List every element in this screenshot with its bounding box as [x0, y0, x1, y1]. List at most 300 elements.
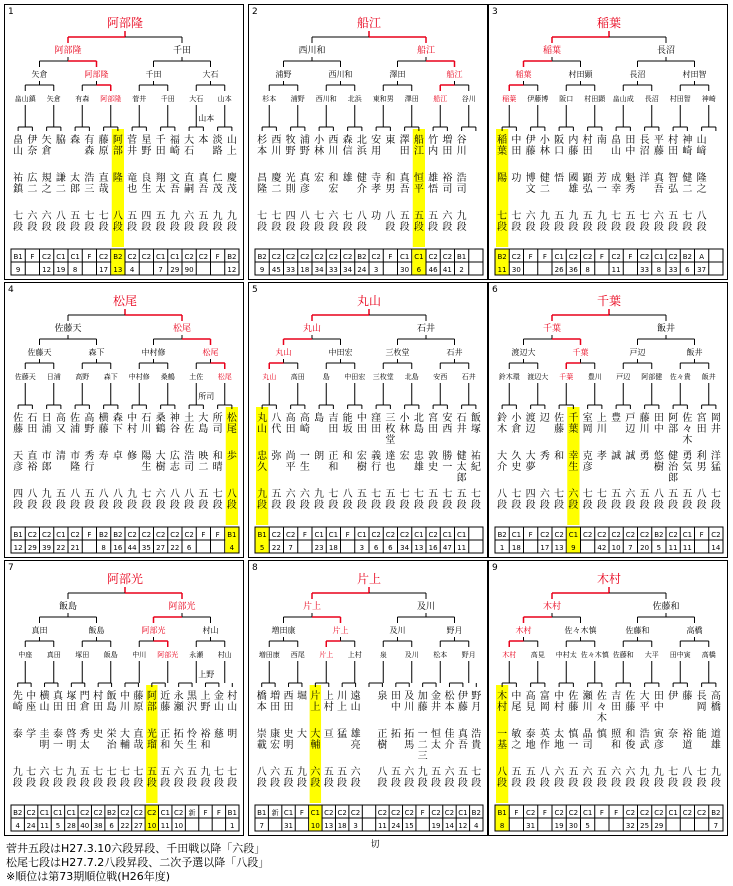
svg-text:松: 松: [444, 691, 455, 702]
player-given-name: [84, 171, 94, 195]
svg-text:明: 明: [283, 740, 294, 751]
player-order: 2: [459, 266, 464, 274]
player-given-name: [568, 172, 578, 195]
svg-text:八: 八: [271, 413, 282, 424]
player-given-name: [174, 727, 184, 751]
player-given-name: [284, 727, 294, 751]
player-surname: [337, 690, 347, 713]
svg-text:七: 七: [141, 489, 152, 500]
player-surname: [147, 690, 157, 713]
player-column: [156, 134, 166, 233]
player-rank: [314, 487, 324, 511]
player-surname: [457, 412, 467, 435]
player-column: [400, 134, 411, 233]
svg-text:月: 月: [471, 702, 482, 713]
svg-text:段: 段: [84, 222, 95, 233]
svg-text:五: 五: [611, 489, 622, 500]
r1-player: 東和男: [372, 95, 394, 103]
player-column: [257, 689, 267, 789]
r2-player: 大石: [202, 70, 219, 79]
svg-text:段: 段: [127, 500, 138, 511]
r1-player: 石井: [461, 373, 476, 381]
player-rank: [147, 766, 157, 789]
player-given-name: [697, 449, 707, 473]
player-given-name: [568, 727, 579, 751]
svg-text:克: 克: [582, 451, 593, 462]
svg-text:段: 段: [404, 778, 415, 789]
player-rank: [27, 489, 37, 511]
player-surname: [711, 412, 721, 435]
player-class: C2: [271, 253, 282, 261]
svg-text:段: 段: [568, 500, 579, 511]
svg-text:四: 四: [525, 489, 536, 500]
svg-text:段: 段: [431, 778, 442, 789]
player-given-name: [227, 728, 237, 740]
player-rank: [654, 765, 664, 789]
player-given-name: [314, 449, 324, 462]
player-given-name: [458, 727, 469, 751]
player-surname: [597, 133, 607, 146]
player-surname: [343, 411, 353, 435]
svg-text:七: 七: [682, 211, 693, 222]
player-order: 13: [113, 266, 123, 274]
qf-player: 石井: [416, 324, 436, 334]
svg-text:小: 小: [399, 413, 410, 424]
player-surname: [697, 411, 707, 435]
svg-text:載: 載: [256, 740, 267, 751]
svg-text:近: 近: [160, 691, 171, 702]
player-class: C2: [80, 809, 90, 817]
player-rank: [84, 209, 94, 233]
svg-text:段: 段: [98, 222, 109, 233]
svg-text:六: 六: [173, 767, 184, 778]
player-rank: [583, 210, 593, 233]
svg-text:段: 段: [456, 500, 467, 511]
player-class: F: [599, 253, 604, 261]
player-order: 18: [511, 544, 521, 552]
svg-text:段: 段: [27, 222, 38, 233]
player-rank: [404, 766, 415, 789]
player-class: C2: [554, 809, 564, 817]
player-rank: [654, 210, 665, 233]
svg-text:奈: 奈: [27, 146, 38, 157]
svg-text:七: 七: [696, 767, 707, 778]
svg-text:日: 日: [41, 413, 52, 424]
player-class: B2: [257, 253, 267, 261]
svg-text:段: 段: [511, 778, 522, 789]
player-column: [611, 133, 621, 233]
r1-player: 土佐: [189, 373, 204, 381]
player-rank: [511, 766, 521, 789]
svg-text:倉: 倉: [79, 702, 90, 713]
svg-text:佐: 佐: [596, 691, 607, 702]
player-rank: [113, 211, 123, 233]
panel-number: 1: [8, 7, 14, 17]
r2-player: 西川和: [328, 70, 353, 79]
player-order: 12: [13, 544, 23, 552]
player-given-name: [385, 172, 395, 195]
player-rank: [13, 488, 23, 511]
grade-table: [11, 805, 239, 831]
svg-text:段: 段: [198, 500, 209, 511]
svg-text:段: 段: [611, 222, 622, 233]
svg-text:宏: 宏: [270, 740, 281, 751]
player-class: C1: [155, 253, 166, 261]
svg-text:七: 七: [442, 489, 453, 500]
player-column: [428, 411, 438, 511]
player-surname: [668, 412, 678, 435]
player-class: C2: [568, 809, 579, 817]
svg-text:崎: 崎: [169, 146, 180, 157]
svg-text:久: 久: [511, 451, 522, 462]
champion-name: 阿部光: [106, 572, 144, 586]
qf-player: 船江: [416, 46, 436, 56]
svg-text:和: 和: [328, 173, 339, 184]
player-rank: [343, 489, 353, 511]
svg-text:段: 段: [227, 778, 238, 789]
svg-text:谷: 谷: [169, 424, 180, 435]
player-given-name: [554, 450, 564, 462]
player-column: [310, 689, 321, 789]
svg-text:八: 八: [55, 211, 66, 222]
player-class: C1: [283, 809, 294, 817]
r1-player: 佐藤天: [14, 373, 36, 381]
svg-text:八: 八: [226, 489, 237, 500]
r1-player: 山本: [217, 95, 232, 103]
player-surname: [418, 689, 428, 713]
svg-text:飯: 飯: [470, 413, 481, 424]
svg-text:段: 段: [52, 778, 63, 789]
player-column: [53, 689, 64, 789]
svg-text:七: 七: [399, 489, 410, 500]
bracket-svg: [489, 561, 729, 837]
svg-text:奈: 奈: [668, 729, 679, 740]
svg-text:段: 段: [342, 222, 353, 233]
svg-text:健: 健: [456, 451, 467, 462]
svg-text:北: 北: [356, 135, 367, 146]
player-order: 31: [526, 822, 536, 830]
player-column: [497, 134, 507, 233]
svg-text:祐: 祐: [13, 173, 24, 184]
player-surname: [13, 133, 23, 157]
player-order: 47: [442, 544, 452, 552]
svg-text:高: 高: [84, 413, 95, 424]
player-column: [198, 133, 209, 233]
player-given-name: [42, 171, 52, 195]
svg-text:段: 段: [256, 778, 267, 789]
svg-text:段: 段: [596, 500, 607, 511]
r2-player: 高橋: [686, 626, 703, 635]
player-column: [66, 689, 76, 789]
player-class: C2: [431, 809, 441, 817]
player-given-name: [300, 171, 311, 195]
svg-text:飯: 飯: [106, 691, 117, 702]
svg-text:謙: 謙: [55, 173, 66, 184]
player-column: [314, 411, 324, 511]
player-order: 6: [388, 544, 393, 552]
svg-text:広: 広: [169, 451, 180, 462]
svg-text:段: 段: [470, 500, 481, 511]
svg-text:生: 生: [141, 462, 152, 473]
svg-text:市: 市: [70, 451, 81, 462]
player-rank: [120, 765, 130, 789]
svg-text:彦: 彦: [299, 184, 310, 195]
svg-text:野: 野: [84, 424, 95, 435]
svg-text:五: 五: [456, 489, 467, 500]
svg-text:山: 山: [696, 135, 707, 146]
player-class: C2: [568, 253, 579, 261]
player-given-name: [213, 171, 223, 195]
svg-text:六: 六: [155, 489, 166, 500]
svg-text:段: 段: [141, 500, 152, 511]
svg-text:功: 功: [511, 173, 522, 184]
player-class: 新: [271, 809, 279, 817]
player-rank: [497, 767, 507, 789]
player-order: 16: [113, 544, 123, 552]
bracket-panel-5: [248, 282, 488, 558]
player-rank: [391, 766, 401, 789]
player-rank: [444, 766, 455, 789]
player-rank: [257, 209, 267, 233]
svg-text:塚: 塚: [470, 424, 481, 435]
svg-text:國: 國: [568, 173, 579, 184]
player-surname: [328, 134, 338, 157]
player-surname: [583, 133, 593, 157]
svg-text:林: 林: [539, 146, 550, 157]
player-given-name: [611, 728, 622, 751]
r1-player: 高見: [530, 651, 545, 659]
svg-text:晴: 晴: [212, 462, 223, 473]
r2-player: 戸辺: [629, 348, 646, 357]
svg-text:恒: 恒: [413, 173, 424, 184]
svg-text:田: 田: [428, 424, 439, 435]
svg-text:段: 段: [385, 222, 396, 233]
svg-text:貴: 貴: [471, 740, 482, 751]
player-class: B1: [456, 253, 467, 261]
player-column: [428, 133, 438, 233]
r2-player: 丸山: [275, 348, 292, 357]
player-given-name: [113, 449, 123, 462]
svg-text:段: 段: [596, 778, 607, 789]
player-rank: [511, 487, 521, 511]
player-order: 34: [343, 266, 353, 274]
svg-text:尾: 尾: [226, 424, 237, 435]
player-rank: [568, 209, 578, 233]
player-given-name: [371, 171, 381, 195]
svg-text:九: 九: [226, 211, 237, 222]
svg-text:川: 川: [271, 146, 282, 157]
svg-text:段: 段: [257, 500, 268, 511]
svg-text:門: 門: [79, 691, 90, 702]
player-order: 29: [170, 266, 180, 274]
player-surname: [625, 412, 635, 435]
svg-text:部: 部: [668, 424, 679, 435]
svg-text:朗: 朗: [314, 451, 325, 462]
player-column: [682, 411, 692, 511]
svg-text:七: 七: [227, 767, 238, 778]
player-surname: [300, 411, 310, 435]
player-given-name: [328, 172, 338, 195]
player-rank: [431, 766, 441, 789]
svg-text:段: 段: [285, 222, 296, 233]
player-rank: [170, 489, 180, 511]
svg-text:山: 山: [227, 702, 238, 713]
svg-text:志: 志: [169, 462, 180, 473]
player-order: 3: [359, 544, 365, 552]
r2-player: 村山: [202, 626, 219, 635]
player-surname: [414, 133, 424, 157]
svg-text:平: 平: [413, 184, 424, 195]
svg-text:段: 段: [55, 500, 66, 511]
player-class: C1: [56, 531, 66, 539]
svg-text:稲: 稲: [497, 135, 508, 146]
svg-text:五: 五: [70, 211, 81, 222]
player-order: 8: [499, 822, 505, 830]
svg-text:田: 田: [328, 424, 339, 435]
player-class: F: [299, 809, 304, 817]
svg-text:宮: 宮: [696, 413, 707, 424]
svg-text:九: 九: [257, 489, 268, 500]
svg-text:段: 段: [98, 500, 109, 511]
grade-table: [255, 805, 483, 831]
player-column: [324, 689, 334, 789]
player-column: [357, 134, 368, 233]
svg-text:八: 八: [256, 767, 267, 778]
player-given-name: [27, 449, 37, 473]
player-rank: [227, 489, 237, 511]
player-surname: [40, 689, 50, 713]
svg-text:九: 九: [639, 767, 650, 778]
player-rank: [357, 488, 367, 511]
svg-text:東: 東: [385, 135, 396, 146]
svg-text:慶: 慶: [271, 173, 282, 184]
player-rank: [357, 211, 367, 233]
svg-text:文: 文: [169, 173, 180, 184]
svg-text:川: 川: [328, 146, 339, 157]
player-order: 44: [127, 544, 137, 552]
r1-player: 安西: [433, 373, 448, 381]
svg-text:田: 田: [390, 691, 401, 702]
player-rank: [668, 765, 678, 789]
r1-player: 中座: [18, 651, 33, 659]
player-order: 11: [457, 544, 467, 552]
player-order: 8: [72, 266, 78, 274]
svg-text:尾: 尾: [511, 702, 522, 713]
player-rank: [471, 487, 481, 511]
player-class: C2: [371, 253, 381, 261]
player-given-name: [371, 450, 381, 473]
svg-text:室: 室: [582, 413, 593, 424]
player-surname: [53, 689, 64, 713]
svg-text:七: 七: [639, 211, 650, 222]
player-order: 18: [337, 822, 347, 830]
player-rank: [141, 210, 151, 233]
player-class: C2: [582, 531, 593, 539]
player-class: C2: [141, 253, 152, 261]
svg-text:行: 行: [371, 462, 382, 473]
svg-text:富: 富: [539, 691, 550, 702]
player-rank: [640, 765, 650, 789]
svg-text:猛: 猛: [710, 462, 721, 473]
player-rank: [611, 766, 622, 789]
r1-player: 松尾: [217, 373, 232, 381]
bracket-svg: [249, 283, 489, 559]
r2-player: 千田: [145, 70, 162, 79]
player-surname: [554, 411, 564, 435]
player-surname: [314, 133, 325, 157]
r1-player: 鈴木環: [498, 373, 520, 381]
svg-text:々: 々: [682, 424, 693, 435]
player-given-name: [200, 727, 210, 751]
r2-player: 稲葉: [515, 70, 532, 79]
player-order: 34: [400, 544, 410, 552]
player-class: C2: [300, 253, 310, 261]
player-class: A: [699, 253, 705, 261]
player-surname: [284, 690, 294, 713]
player-column: [56, 411, 66, 511]
player-order: 27: [156, 544, 166, 552]
player-order: 5: [259, 544, 265, 552]
svg-text:坂: 坂: [342, 424, 353, 435]
player-surname: [99, 411, 109, 435]
player-class: B1: [13, 531, 23, 539]
svg-text:九: 九: [41, 489, 52, 500]
player-given-name: [297, 727, 307, 740]
player-column: [457, 412, 467, 511]
svg-text:藤: 藤: [457, 702, 468, 713]
player-rank: [99, 209, 109, 233]
player-class: B1: [227, 531, 237, 539]
player-rank: [314, 209, 324, 233]
svg-text:良: 良: [141, 173, 152, 184]
player-class: F: [30, 253, 35, 261]
svg-text:正: 正: [377, 729, 388, 740]
svg-text:和: 和: [554, 451, 565, 462]
player-class: F: [542, 253, 547, 261]
player-given-name: [53, 727, 63, 751]
player-rank: [697, 765, 707, 789]
r2-player: 長沼: [629, 70, 646, 79]
svg-text:浦: 浦: [70, 424, 81, 435]
player-given-name: [286, 171, 296, 195]
svg-text:岡: 岡: [710, 413, 721, 424]
player-given-name: [540, 171, 550, 195]
player-class: C1: [456, 531, 467, 539]
svg-text:段: 段: [198, 222, 209, 233]
player-surname: [597, 689, 607, 724]
player-order: 24: [26, 822, 36, 830]
r2-player: 中田宏: [328, 348, 353, 357]
player-order: 33: [668, 266, 678, 274]
svg-text:大: 大: [296, 729, 307, 740]
svg-text:司: 司: [184, 462, 195, 473]
svg-text:佐: 佐: [625, 691, 636, 702]
player-surname: [554, 134, 564, 157]
svg-text:英: 英: [539, 729, 550, 740]
svg-text:段: 段: [173, 778, 184, 789]
player-given-name: [13, 171, 24, 195]
svg-text:脇: 脇: [55, 135, 66, 146]
svg-text:藤: 藤: [98, 424, 109, 435]
svg-text:田: 田: [399, 146, 410, 157]
svg-text:浩: 浩: [471, 729, 482, 740]
svg-text:博: 博: [525, 173, 536, 184]
svg-text:吾: 吾: [399, 184, 410, 195]
svg-text:村: 村: [323, 702, 334, 713]
r2-player: 中村修: [141, 348, 166, 357]
player-surname: [184, 411, 194, 435]
player-order: 4: [15, 822, 20, 830]
